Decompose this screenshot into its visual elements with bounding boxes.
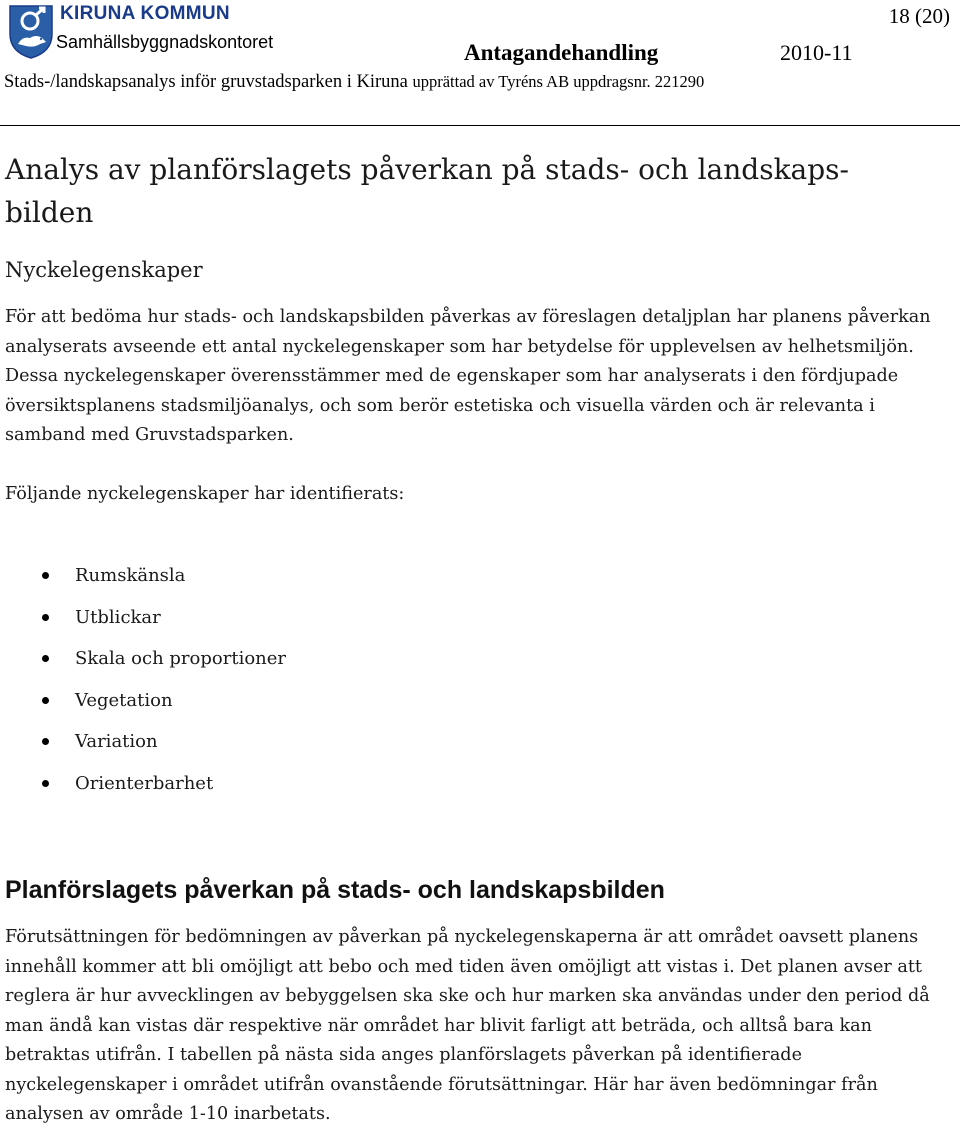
list-item: [0, 721, 286, 763]
list-intro-paragraph: Följande nyckelegenskaper har identifierats:: [5, 484, 405, 504]
department-name: Samhällsbyggnadskontoret: [56, 32, 274, 52]
document-subtitle: [4, 72, 704, 93]
list-item: [0, 555, 286, 597]
list-item-label: Variation: [75, 731, 158, 752]
list-item: [0, 597, 286, 639]
key-properties-list: [0, 555, 286, 804]
page-header: [0, 0, 960, 126]
intro-paragraph: För att bedöma hur stads- och landskapsbilden påverkas av föreslagen detaljplan har planens påverkan analyserats avseende ett antal nyckelegenskaper som har betydelse för upplevelsen av helhetsmiljön. Dessa nyckelegenskaper överensstämmer med de egenskaper som har analyserats i den fördjupade översiktsplanens stadsmiljöanalys, och som berör estetiska och visuella värden och är relevanta i samband med Gruvstadsparken.: [5, 307, 931, 445]
document-status: Antagandehandling: [464, 40, 659, 65]
subheading-nyckelegenskaper: Nyckelegenskaper: [5, 258, 203, 282]
page-number: 18 (20): [888, 4, 950, 28]
document-date: 2010-11: [780, 40, 853, 65]
list-item: [0, 763, 286, 805]
impact-paragraph: Förutsättningen för bedömningen av påverkan på nyckelegenskaperna är att området oavsett planens innehåll kommer att bli omöjligt att bebo och med tiden även omöjligt att vistas i. Det planen avser att reglera är hur avvecklingen av bebyggelsen ska ske och hur marken ska användas under den period då man ändå kan vistas där respektive när området har blivit farligt att beträda, och alltså bara kan betraktas utifrån. I tabellen på nästa sida anges planförslagets påverkan på identifierade nyckelegenskaper i området utifrån ovanstående förutsättningar. Här har även bedömningar från analysen av område 1-10 inarbetats.: [5, 927, 930, 1124]
bullet-icon: [42, 780, 49, 787]
page-heading: Analys av planförslagets påverkan på stads- och landskaps-bilden: [5, 153, 849, 229]
list-item-label: Orienterbarhet: [75, 772, 214, 794]
list-item-label: Skala och proportioner: [75, 648, 287, 669]
section-heading-impact: Planförslagets påverkan på stads- och landskapsbilden: [5, 876, 665, 904]
bullet-icon: [42, 572, 49, 579]
subtitle-main: Stads-/landskapsanalys inför gruvstadsparken i Kiruna: [4, 72, 408, 92]
list-item: [0, 638, 286, 680]
bullet-icon: [42, 655, 49, 662]
list-item-label: Utblickar: [75, 606, 161, 628]
organization-name: KIRUNA KOMMUN: [60, 3, 230, 24]
list-item: [0, 680, 286, 722]
subtitle-reference: upprättad av Tyréns AB uppdragsnr. 221290: [412, 72, 705, 91]
bullet-icon: [42, 614, 49, 621]
bullet-icon: [42, 697, 49, 704]
list-item-label: Vegetation: [75, 689, 173, 711]
header-divider: [0, 125, 960, 126]
kiruna-coat-of-arms-icon: [8, 4, 54, 60]
list-item-label: Rumskänsla: [75, 565, 186, 586]
bullet-icon: [42, 738, 49, 745]
